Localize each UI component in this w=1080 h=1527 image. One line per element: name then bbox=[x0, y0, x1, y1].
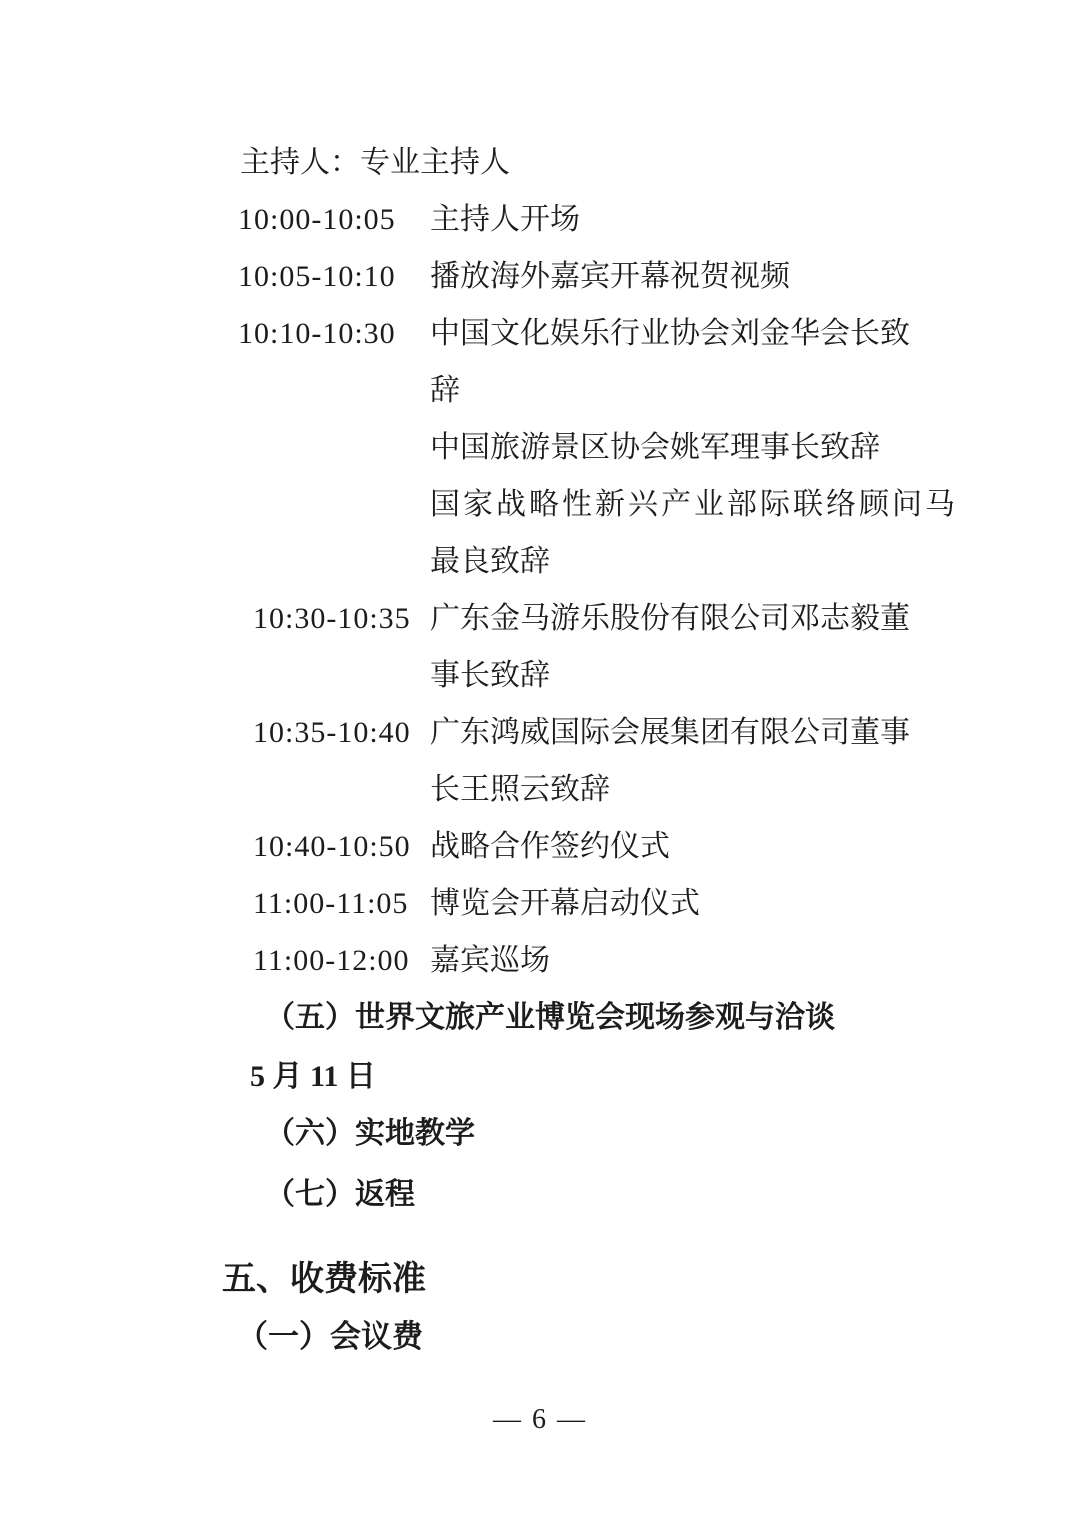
schedule-time: 10:35-10:40 bbox=[253, 716, 411, 749]
schedule-time: 10:40-10:50 bbox=[253, 830, 411, 863]
schedule-time: 11:00-11:05 bbox=[253, 887, 409, 920]
section-item-5: （五）世界文旅产业博览会现场参观与洽谈 bbox=[265, 1001, 835, 1034]
schedule-desc bbox=[430, 590, 1080, 704]
schedule-desc bbox=[430, 305, 1080, 590]
schedule-desc-line: 战略合作签约仪式 bbox=[430, 830, 670, 863]
schedule-desc-line: 辞 bbox=[430, 374, 460, 407]
schedule-desc bbox=[430, 818, 1080, 875]
schedule-row bbox=[238, 305, 1080, 590]
schedule-desc-line: 广东金马游乐股份有限公司邓志毅董 bbox=[430, 602, 910, 635]
page-number: — 6 — bbox=[493, 1404, 587, 1435]
schedule-desc-line: 中国旅游景区协会姚军理事长致辞 bbox=[430, 431, 880, 464]
schedule-row bbox=[238, 704, 1080, 818]
schedule-desc bbox=[430, 248, 1080, 305]
schedule-row bbox=[238, 248, 1080, 305]
schedule-desc bbox=[430, 191, 1080, 248]
schedule-row bbox=[238, 191, 1080, 248]
schedule-time: 10:00-10:05 bbox=[238, 203, 396, 236]
schedule-row bbox=[238, 932, 1080, 989]
schedule-desc-line: 事长致辞 bbox=[430, 659, 550, 692]
schedule-desc-line: 主持人开场 bbox=[430, 203, 580, 236]
schedule-desc bbox=[430, 875, 1080, 932]
fees-heading: 五、收费标准 bbox=[222, 1260, 426, 1298]
schedule-time: 11:00-12:00 bbox=[253, 944, 410, 977]
schedule-desc-line: 最良致辞 bbox=[430, 545, 550, 578]
schedule-desc-line: 广东鸿威国际会展集团有限公司董事 bbox=[430, 716, 910, 749]
date-heading: 5 月 11 日 bbox=[250, 1060, 376, 1093]
schedule-row bbox=[238, 590, 1080, 704]
fees-subheading: （一）会议费 bbox=[237, 1319, 423, 1354]
schedule-time: 10:05-10:10 bbox=[238, 260, 396, 293]
section-item-6: （六）实地教学 bbox=[265, 1117, 475, 1150]
schedule-desc-line: 国家战略性新兴产业部际联络顾问马 bbox=[430, 488, 958, 521]
schedule-desc-line: 中国文化娱乐行业协会刘金华会长致 bbox=[430, 317, 910, 350]
schedule-time: 10:10-10:30 bbox=[238, 317, 396, 350]
schedule-desc bbox=[430, 704, 1080, 818]
schedule-desc-line: 播放海外嘉宾开幕祝贺视频 bbox=[430, 260, 790, 293]
schedule-time: 10:30-10:35 bbox=[253, 602, 411, 635]
schedule-desc-line: 长王照云致辞 bbox=[430, 773, 610, 806]
schedule-desc bbox=[430, 932, 1080, 989]
schedule-desc-line: 博览会开幕启动仪式 bbox=[430, 887, 700, 920]
schedule-row bbox=[238, 875, 1080, 932]
host-line: 主持人：专业主持人 bbox=[240, 146, 510, 179]
schedule-desc-line: 嘉宾巡场 bbox=[430, 944, 550, 977]
section-item-7: （七）返程 bbox=[265, 1178, 415, 1211]
schedule-row bbox=[238, 818, 1080, 875]
